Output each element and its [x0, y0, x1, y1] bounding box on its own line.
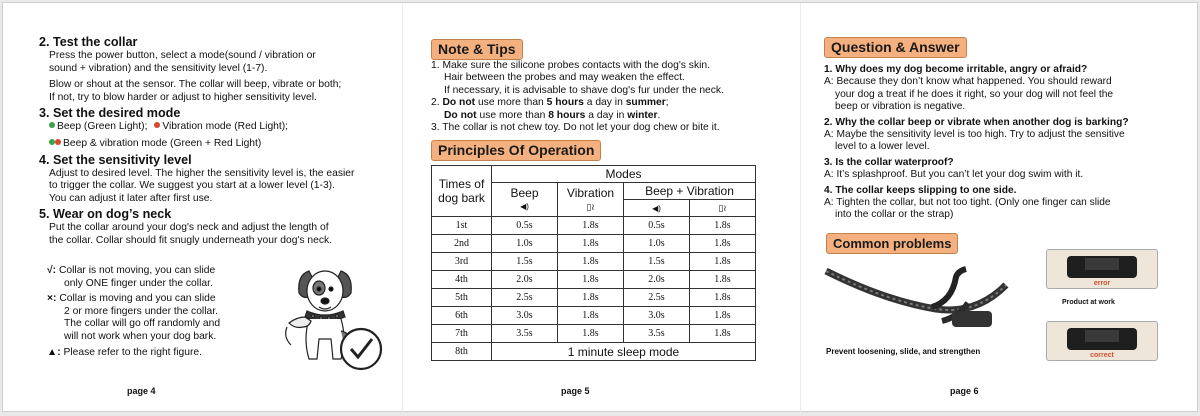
section-5-text: Put the collar around your dog's neck and adjust the length of the collar. Collar should fit snugly underneath your dog's neck. — [49, 222, 333, 246]
table-row-sleep — [432, 343, 756, 361]
both_vib-cell: 1.8s — [690, 217, 756, 235]
table-body — [432, 217, 756, 343]
beep-cell: 0.5s — [492, 217, 558, 235]
times-cell: 6th — [432, 307, 492, 325]
operation-table — [431, 165, 756, 361]
table-row — [432, 289, 756, 307]
table-row — [432, 235, 756, 253]
triangle-icon: ▲: — [47, 346, 61, 358]
section-5-title: 5. Wear on dog’s neck — [39, 207, 172, 222]
common-problems-title: Common problems — [826, 233, 958, 254]
table-row — [432, 325, 756, 343]
beep-cell: 1.5s — [492, 253, 558, 271]
page-number-4: page 4 — [127, 386, 156, 396]
both_vib-cell: 1.8s — [690, 307, 756, 325]
fit-guidelines: √: Collar is not moving, you can slide only ONE finger under the collar. ×: Collar is moving and you can slide 2 or more fingers under the collar. The collar will go off randomly and will not work when your dog bark. ▲: Please refer to the right figure. — [47, 265, 221, 358]
times-cell: 5th — [432, 289, 492, 307]
principles-title: Principles Of Operation — [431, 140, 601, 161]
times-cell: 3rd — [432, 253, 492, 271]
section-2-title: 2. Test the collar — [39, 35, 138, 49]
notes-title: Note & Tips — [431, 39, 523, 60]
section-4-title: 4. Set the sensitivity level — [39, 152, 192, 167]
check-icon: √: — [47, 265, 57, 276]
section-2-text: Press the power button, select a mode(sound / vibration or sound + vibration) and the sensitivity level (1-7). Blow or shout at the sensor. The collar will beep, vibrate or both; If not, try to blow harder or adjust to higher sensitivity level. — [49, 50, 342, 103]
times-cell: 1st — [432, 217, 492, 235]
correct-label: correct — [1090, 352, 1114, 359]
vib-cell: 1.8s — [558, 253, 624, 271]
page-4 — [3, 3, 403, 413]
beep-cell: 2.0s — [492, 271, 558, 289]
both_beep-cell: 3.0s — [624, 307, 690, 325]
beep-header: Beep ◀︎) — [492, 183, 558, 217]
page-6 — [800, 3, 1199, 413]
both_vib-cell: 1.8s — [690, 253, 756, 271]
red-dot-icon — [55, 139, 61, 145]
both_vib-cell: 1.8s — [690, 271, 756, 289]
qa-list: 1. Why does my dog become irritable, angry or afraid? A: Because they don’t know what happened. You should reward your dog a treat if he does it right, so your dog will not feel the beep or vibration is negative. 2. Why the collar beep or vibrate when another dog is barking? A: Maybe the sensitivity level is too high. Try to adjust the sensitive level to a lower level. 3. Is the collar waterproof? A: It’s splashproof. But you can’t let your dog swim with it. 4. The collar keeps slipping to one side. A: Tighten the collar, but not too tight. (Only one finger can slide into the collar or the strap) — [824, 64, 1129, 221]
both_vib-cell: 1.8s — [690, 325, 756, 343]
both_beep-cell: 1.5s — [624, 253, 690, 271]
vib-cell: 1.8s — [558, 325, 624, 343]
beep-cell: 3.5s — [492, 325, 558, 343]
both_vib-cell: 1.8s — [690, 235, 756, 253]
both_beep-cell: 0.5s — [624, 217, 690, 235]
both-header: Beep + Vibration — [624, 183, 756, 200]
times-header: Times of dog bark — [432, 166, 492, 217]
table-row — [432, 271, 756, 289]
times-cell: 7th — [432, 325, 492, 343]
collar-caption: Prevent loosening, slide, and strengthen — [826, 347, 981, 356]
product-correct-photo — [1046, 321, 1158, 361]
vib-cell: 1.8s — [558, 271, 624, 289]
section-3-modes: Beep (Green Light); Vibration mode (Red Light); Beep & vibration mode (Green + Red Light) — [39, 121, 385, 150]
beep-cell: 3.0s — [492, 307, 558, 325]
collar-photo — [822, 259, 1012, 339]
table-row — [432, 307, 756, 325]
both_beep-cell: 1.0s — [624, 235, 690, 253]
both_vib-cell: 1.8s — [690, 289, 756, 307]
cross-icon: ×: — [47, 293, 57, 305]
manual-spread — [2, 2, 1198, 412]
product-caption: Product at work — [1062, 299, 1115, 306]
vib-cell: 1.8s — [558, 289, 624, 307]
red-dot-icon — [154, 122, 160, 128]
qa-title: Question & Answer — [824, 37, 967, 58]
product-error-photo — [1046, 249, 1158, 289]
beep-cell: 2.5s — [492, 289, 558, 307]
vib-cell: 1.8s — [558, 217, 624, 235]
times-cell: 2nd — [432, 235, 492, 253]
section-4-text: Adjust to desired level. The higher the sensitivity level is, the easier to trigger the collar. We suggest you start at a lower level (1-3). You can adjust it later after first use. — [49, 167, 355, 204]
speaker-icon: ◀︎) — [520, 201, 529, 211]
vibration-icon: ▯≀ — [586, 201, 595, 212]
table-row — [432, 217, 756, 235]
page-number-5: page 5 — [561, 386, 590, 396]
section-3-title: 3. Set the desired mode — [39, 106, 181, 121]
dog-collar-illustration — [279, 261, 391, 373]
beep-cell: 1.0s — [492, 235, 558, 253]
vibration-header: Vibration ▯≀ — [558, 183, 624, 217]
both_beep-cell: 2.0s — [624, 271, 690, 289]
speaker-icon: ◀︎) — [624, 200, 690, 217]
times-cell: 8th — [432, 343, 492, 361]
vib-cell: 1.8s — [558, 307, 624, 325]
modes-header: Modes — [492, 166, 756, 183]
both_beep-cell: 2.5s — [624, 289, 690, 307]
both_beep-cell: 3.5s — [624, 325, 690, 343]
sleep-mode-cell: 1 minute sleep mode — [492, 343, 756, 361]
green-dot-icon — [49, 122, 55, 128]
vibration-icon: ▯≀ — [690, 200, 756, 217]
page-number-6: page 6 — [950, 386, 979, 396]
table-row — [432, 253, 756, 271]
error-label: error — [1093, 280, 1111, 287]
vib-cell: 1.8s — [558, 235, 624, 253]
notes-list: 1. Make sure the silicone probes contacts with the dog's skin. Hair between the probes and may weaken the effect. If necessary, it is advisable to shave dog's fur under the neck. 2. Do not use more than 5 hours a day in summer; Do not use more than 8 hours a day in winter. 3. The collar is not chew toy. Do not let your dog chew or bite it. — [431, 60, 724, 134]
times-cell: 4th — [432, 271, 492, 289]
page-5 — [403, 3, 800, 413]
